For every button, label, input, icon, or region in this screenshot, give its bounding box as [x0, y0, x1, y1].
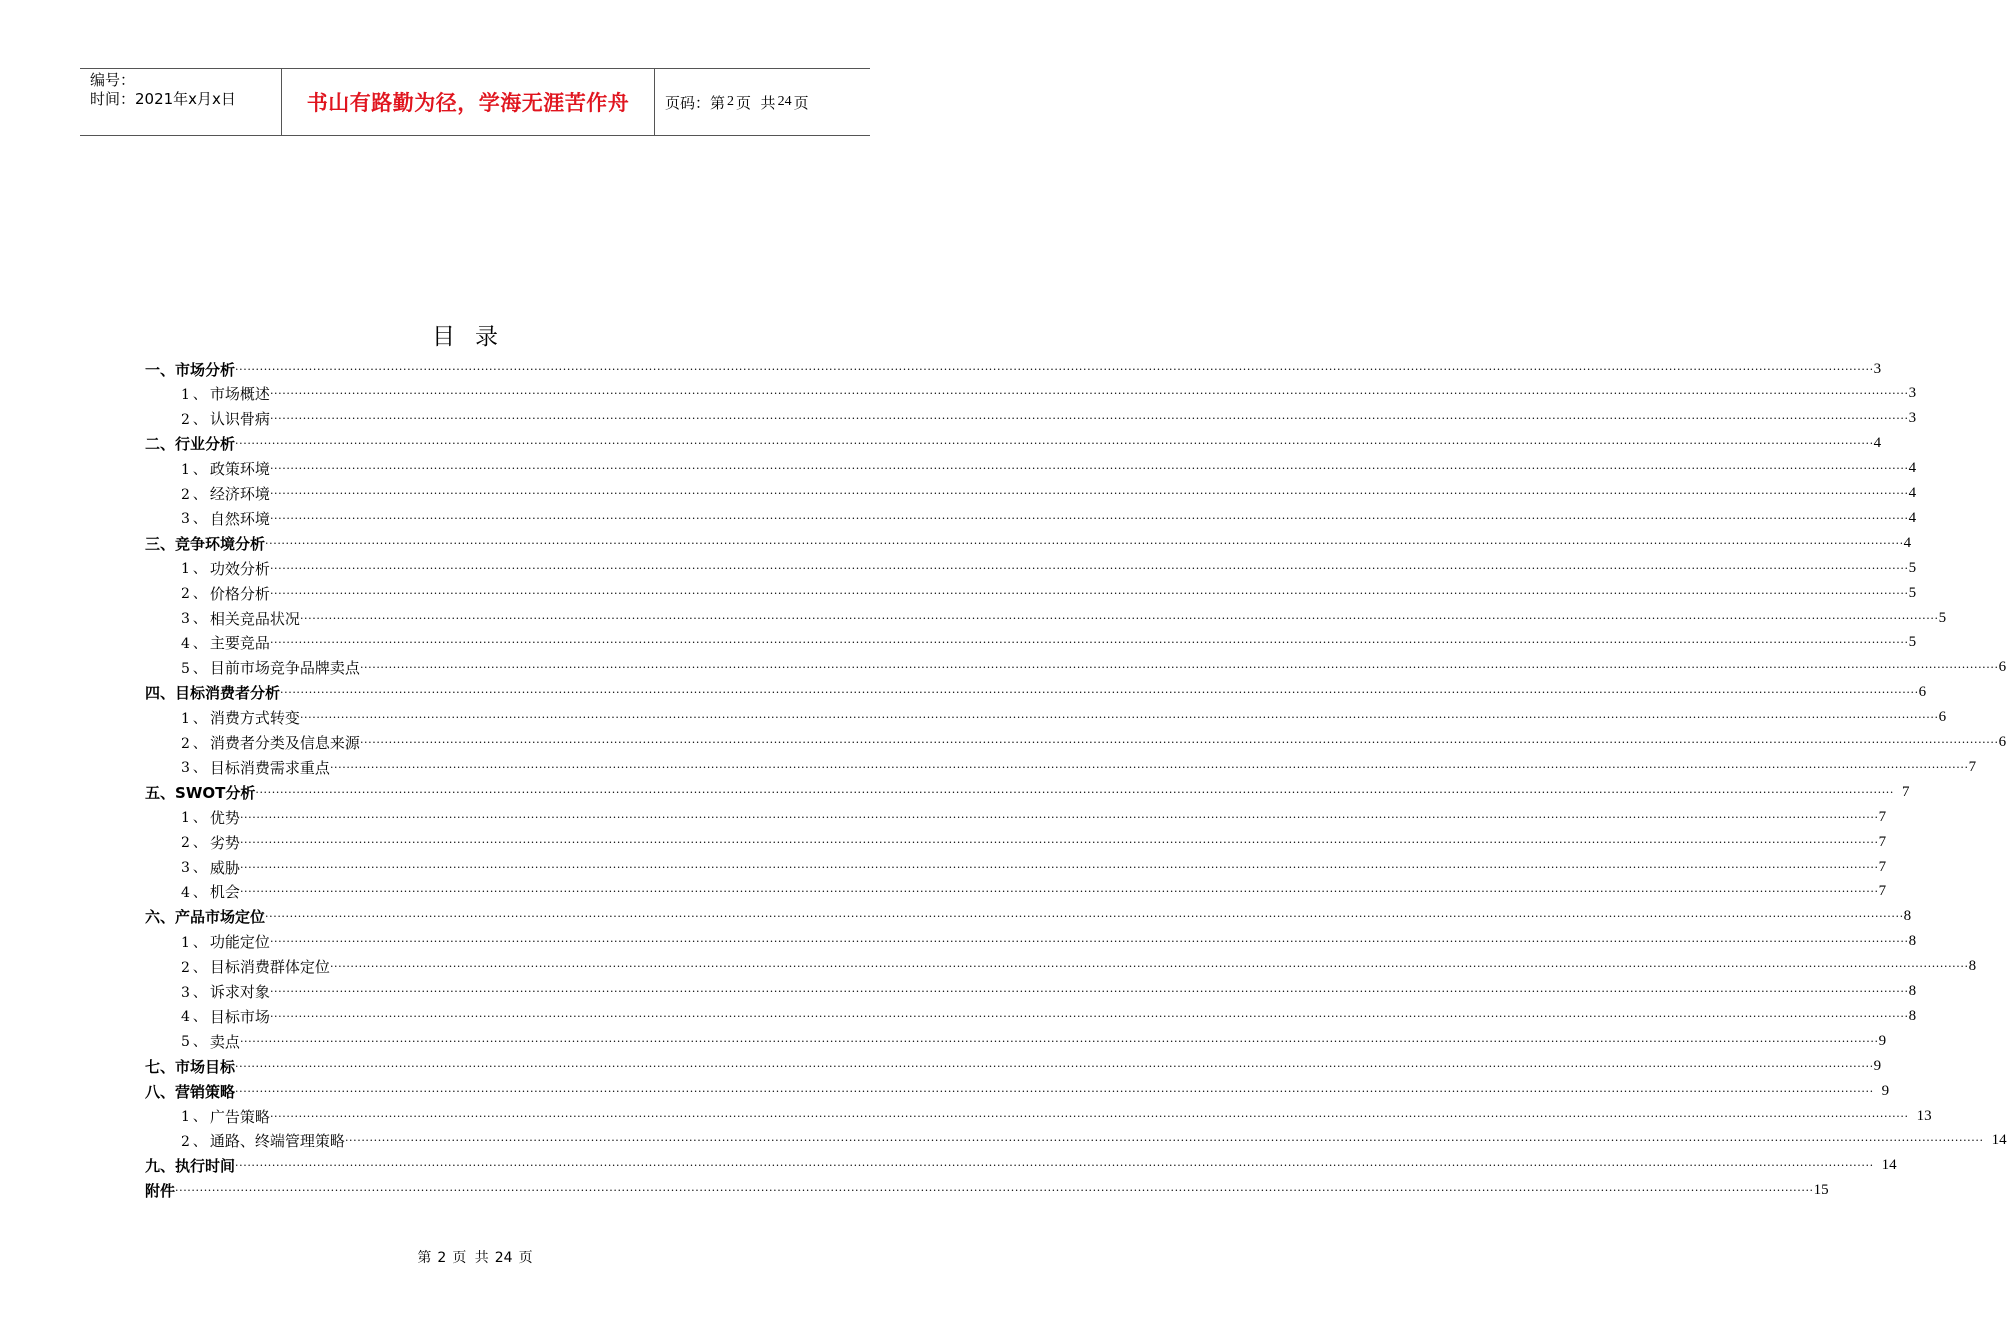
toc-entry-number: 七、 — [145, 1057, 176, 1076]
toc-entry[interactable] — [145, 681, 1927, 705]
toc-entry-title: 执行时间 — [175, 1157, 236, 1176]
toc-leader-dots: ················································································································································································································································································································································································································ — [269, 487, 1909, 500]
toc-leader-dots: ················································································································································································································································································································································································································ — [265, 536, 1904, 550]
toc-leader-dots: ················································································································································································································································································································································································································ — [359, 736, 1999, 749]
toc-leader-dots: ················································································································································································································································································································································································································ — [299, 711, 1939, 725]
toc-entry[interactable] — [181, 1029, 1887, 1053]
toc-entry-page: 8 — [1908, 1007, 1917, 1024]
toc-entry[interactable] — [181, 955, 1977, 979]
toc-entry-title: 政策环境 — [209, 460, 270, 479]
toc-entry-page: 3 — [1873, 360, 1882, 377]
toc-entry-page: 5 — [1938, 609, 1947, 626]
toc-entry-page: 13 — [1916, 1107, 1932, 1124]
toc-entry[interactable] — [181, 755, 1977, 779]
toc-entry-title: 卖点 — [209, 1032, 240, 1051]
toc-entry-number: 1、 — [181, 710, 210, 727]
toc-entry[interactable] — [181, 631, 1917, 655]
toc-entry-title: 认识骨病 — [209, 410, 270, 429]
toc-entry[interactable] — [181, 731, 2007, 755]
toc-leader-dots: ················································································································································································································································································································································································································ — [280, 686, 1919, 700]
toc-entry-number: 2、 — [181, 586, 210, 603]
toc-entry-title: 行业分析 — [175, 435, 236, 454]
toc-entry-title: 功能定位 — [209, 933, 270, 952]
toc-entry[interactable] — [181, 407, 1917, 431]
toc-entry-number: 2、 — [181, 959, 210, 976]
toc-leader-dots: ················································································································································································································································································································································································································ — [175, 1184, 1814, 1198]
header-meta — [80, 69, 282, 135]
toc-entry-page: 5 — [1908, 584, 1917, 601]
toc-entry-page: 7 — [1878, 858, 1887, 875]
toc-entry-number: 1、 — [181, 561, 210, 578]
toc-title: 目录 — [432, 324, 518, 350]
toc-entry-number: 4、 — [181, 1009, 210, 1026]
toc-entry-title: 劣势 — [209, 833, 240, 852]
toc-leader-dots: ················································································································································································································································································································································································································ — [255, 785, 1894, 799]
toc-leader-dots: ················································································································································································································································································································································································································ — [235, 437, 1874, 451]
toc-entry-number: 2、 — [181, 735, 210, 752]
toc-entry-number: 5、 — [181, 660, 210, 677]
page-prefix: 页码：第 — [665, 93, 726, 112]
toc-entry[interactable] — [181, 382, 1917, 406]
footer-prefix: 第 — [417, 1250, 432, 1266]
toc-entry-number: 六、 — [145, 908, 176, 927]
toc-entry[interactable] — [145, 780, 1910, 804]
toc-entry-page: 8 — [1908, 933, 1917, 950]
toc-entry-page: 6 — [1998, 659, 2007, 676]
toc-entry-number: 1、 — [181, 1109, 210, 1125]
toc-leader-dots: ················································································································································································································································································································································································································ — [239, 1034, 1879, 1048]
toc-entry-title: 消费者分类及信息来源 — [209, 734, 360, 752]
toc-entry-page: 15 — [1813, 1182, 1829, 1199]
toc-entry-number: 五、 — [145, 783, 176, 802]
toc-entry-number: 1、 — [181, 810, 210, 827]
toc-entry-title: 目标消费需求重点 — [209, 758, 330, 777]
toc-entry-title: 消费方式转变 — [209, 709, 300, 728]
toc-entry-number: 1、 — [181, 386, 210, 403]
toc-entry-title: 功效分析 — [209, 559, 270, 578]
toc-entry-title: 自然环境 — [209, 509, 270, 528]
toc-leader-dots: ················································································································································································································································································································································································································ — [269, 636, 1909, 650]
toc-leader-dots: ················································································································································································································································································································································································································ — [265, 910, 1904, 924]
toc-entry-page: 7 — [1878, 808, 1887, 825]
toc-entry-title: 相关竞品状况 — [209, 609, 300, 628]
toc-entry-number: 1、 — [181, 934, 210, 951]
toc-entry-title: 价格分析 — [209, 584, 270, 603]
toc-entry[interactable] — [145, 1079, 1890, 1103]
toc-entry-page: 4 — [1908, 485, 1917, 501]
toc-entry-title: 目标消费群体定位 — [209, 958, 330, 977]
toc-entry[interactable] — [181, 482, 1917, 506]
page-header — [80, 68, 870, 136]
toc-entry-number: 3、 — [181, 860, 210, 876]
header-motto: 书山有路勤为径，学海无涯苦作舟 — [282, 69, 655, 135]
toc-leader-dots: ················································································································································································································································································································································································································ — [269, 462, 1909, 476]
toc-leader-dots: ················································································································································································································································································································································································································ — [239, 860, 1879, 874]
footer-page-number: 2 — [437, 1250, 447, 1266]
toc-leader-dots: ················································································································································································································································································································································································································ — [239, 810, 1879, 824]
toc-entry-page: 4 — [1908, 509, 1917, 526]
toc-entry[interactable] — [181, 706, 1947, 730]
toc-entry-title: 主要竞品 — [209, 634, 270, 653]
toc-leader-dots: ················································································································································································································································································································································································································ — [269, 511, 1909, 525]
toc-entry-page: 3 — [1908, 385, 1917, 402]
toc-entry[interactable] — [181, 581, 1917, 605]
toc-entry[interactable] — [181, 1004, 1917, 1028]
toc-entry-page: 7 — [1878, 833, 1887, 850]
toc-entry[interactable] — [145, 432, 1882, 456]
toc-entry-page: 8 — [1968, 958, 1977, 975]
footer-suffix: 页 — [518, 1250, 533, 1266]
toc-entry-number: 2、 — [181, 411, 210, 428]
toc-entry-page: 14 — [1991, 1132, 2007, 1149]
toc-entry-number: 九、 — [145, 1157, 176, 1176]
toc-entry-page: 5 — [1908, 634, 1917, 651]
toc-leader-dots: ················································································································································································································································································································································································································ — [239, 885, 1879, 899]
toc-entry-page: 7 — [1968, 758, 1977, 775]
toc-entry-page: 6 — [1998, 734, 2007, 750]
toc-entry-title: 竞争环境分析 — [175, 534, 266, 553]
toc-entry-page: 6 — [1938, 709, 1947, 726]
toc-leader-dots: ················································································································································································································································································································································································································ — [269, 985, 1909, 998]
toc-entry-number: 2、 — [181, 835, 210, 852]
toc-entry-number: 4、 — [181, 635, 210, 652]
toc-entry-page: 4 — [1873, 435, 1882, 452]
toc-entry[interactable] — [181, 980, 1917, 1004]
toc-entry[interactable] — [181, 880, 1887, 904]
toc-entry-number: 5、 — [181, 1034, 210, 1051]
toc-leader-dots: ················································································································································································································································································································································································································ — [269, 1109, 1909, 1123]
toc-entry-title: 市场分析 — [175, 360, 236, 379]
toc-entry[interactable] — [145, 905, 1912, 929]
toc-entry-number: 八、 — [145, 1082, 176, 1101]
toc-leader-dots: ················································································································································································································································································································································································································ — [329, 760, 1969, 774]
toc-entry-title: 产品市场定位 — [175, 908, 266, 927]
time-label: 时间：2021年x月x日 — [90, 90, 236, 108]
toc-leader-dots: ················································································································································································································································································································································································································ — [235, 1159, 1874, 1173]
toc-leader-dots: ················································································································································································································································································································································································································ — [269, 412, 1909, 426]
toc-entry[interactable] — [145, 1154, 1897, 1178]
toc-entry[interactable] — [181, 1129, 2007, 1153]
toc-entry-title: 附件 — [145, 1182, 176, 1201]
toc-leader-dots: ················································································································································································································································································································································································································ — [269, 1009, 1909, 1023]
toc-entry[interactable] — [145, 1179, 1829, 1203]
toc-entry-number: 1、 — [181, 461, 210, 478]
toc-entry[interactable] — [181, 457, 1917, 481]
toc-entry[interactable] — [181, 805, 1887, 829]
toc-leader-dots: ················································································································································································································································································································································································································ — [344, 1134, 1984, 1148]
toc-entry-number: 二、 — [145, 435, 176, 454]
toc-entry-title: 经济环境 — [209, 485, 270, 503]
toc-entry[interactable] — [145, 531, 1912, 555]
toc-entry-title: 市场概述 — [209, 385, 270, 404]
toc-entry-page: 8 — [1908, 983, 1917, 999]
toc-entry-title: 广告策略 — [209, 1107, 270, 1126]
toc-entry-number: 四、 — [145, 684, 176, 703]
toc-leader-dots: ················································································································································································································································································································································································································ — [269, 935, 1909, 949]
toc-entry-page: 4 — [1903, 534, 1912, 551]
toc-entry-number: 3、 — [181, 611, 210, 627]
footer-mid: 页 共 — [452, 1250, 489, 1266]
toc-entry-page: 8 — [1903, 908, 1912, 925]
toc-leader-dots: ················································································································································································································································································································································································································ — [329, 960, 1969, 974]
toc-entry[interactable] — [181, 1104, 1932, 1128]
page-number: 2 — [727, 94, 735, 109]
toc-entry-title: 诉求对象 — [209, 983, 270, 1001]
page-mid: 页 共 — [736, 93, 776, 112]
toc-entry-page: 14 — [1881, 1157, 1897, 1174]
toc-entry-page: 9 — [1881, 1082, 1890, 1099]
page-suffix: 页 — [793, 93, 809, 112]
toc-entry-number: 3、 — [181, 760, 210, 777]
toc-entry-number: 2、 — [181, 1133, 210, 1150]
toc-entry-number: 4、 — [181, 884, 210, 901]
toc-entry-title: 威胁 — [209, 858, 240, 877]
footer-page-total: 24 — [494, 1250, 513, 1266]
toc-entry[interactable] — [181, 830, 1887, 854]
toc-leader-dots: ················································································································································································································································································································································································································ — [239, 835, 1879, 849]
toc-entry[interactable] — [181, 656, 2007, 680]
toc-entry-title: SWOT分析 — [175, 783, 256, 802]
toc-entry-number: 三、 — [145, 534, 176, 553]
toc-leader-dots: ················································································································································································································································································································································································································ — [269, 586, 1909, 600]
toc-entry[interactable] — [145, 357, 1882, 381]
toc-entry[interactable] — [145, 1054, 1882, 1078]
toc-entry[interactable] — [181, 556, 1917, 580]
toc-entry-page: 6 — [1918, 684, 1927, 701]
toc-entry-page: 4 — [1908, 460, 1917, 477]
toc-entry-page: 9 — [1878, 1032, 1887, 1049]
toc-entry[interactable] — [181, 855, 1887, 879]
toc-entry-title: 机会 — [209, 883, 240, 902]
toc-leader-dots: ················································································································································································································································································································································································································ — [235, 1084, 1874, 1098]
toc-entry[interactable] — [181, 606, 1947, 630]
toc-entry-title: 营销策略 — [175, 1082, 236, 1101]
toc-entry-page: 7 — [1902, 783, 1910, 800]
toc-leader-dots: ················································································································································································································································································································································································································ — [235, 362, 1874, 376]
toc-entry-number: 一、 — [145, 360, 176, 379]
toc-entry-title: 目标消费者分析 — [175, 684, 281, 703]
code-label: 编号： — [90, 71, 136, 89]
toc-entry-page: 3 — [1908, 410, 1917, 427]
toc-leader-dots: ················································································································································································································································································································································································································ — [359, 661, 1999, 675]
page-total: 24 — [777, 94, 792, 109]
toc-leader-dots: ················································································································································································································································································································································································································ — [235, 1059, 1874, 1073]
toc-leader-dots: ················································································································································································································································································································································································································ — [269, 387, 1909, 401]
toc-entry-number: 3、 — [181, 984, 210, 1001]
header-page-info — [655, 69, 870, 135]
toc-entry-page: 7 — [1878, 883, 1887, 900]
toc-entry-title: 目前市场竞争品牌卖点 — [209, 659, 360, 678]
toc-entry-page: 5 — [1908, 559, 1917, 576]
toc-leader-dots: ················································································································································································································································································································································································································ — [299, 611, 1939, 625]
toc-leader-dots: ················································································································································································································································································································································································································ — [269, 561, 1909, 575]
page-footer — [0, 1247, 950, 1267]
toc-entry[interactable] — [181, 930, 1917, 954]
toc-entry-number: 2、 — [181, 486, 210, 503]
toc-entry-page: 9 — [1873, 1057, 1882, 1074]
toc-entry-title: 优势 — [209, 808, 240, 827]
toc-entry-number: 3、 — [181, 511, 210, 528]
toc-entry-title: 通路、终端管理策略 — [209, 1132, 345, 1151]
toc-entry-title: 目标市场 — [209, 1007, 270, 1026]
toc-entry-title: 市场目标 — [175, 1057, 236, 1076]
toc-entry[interactable] — [181, 506, 1917, 530]
